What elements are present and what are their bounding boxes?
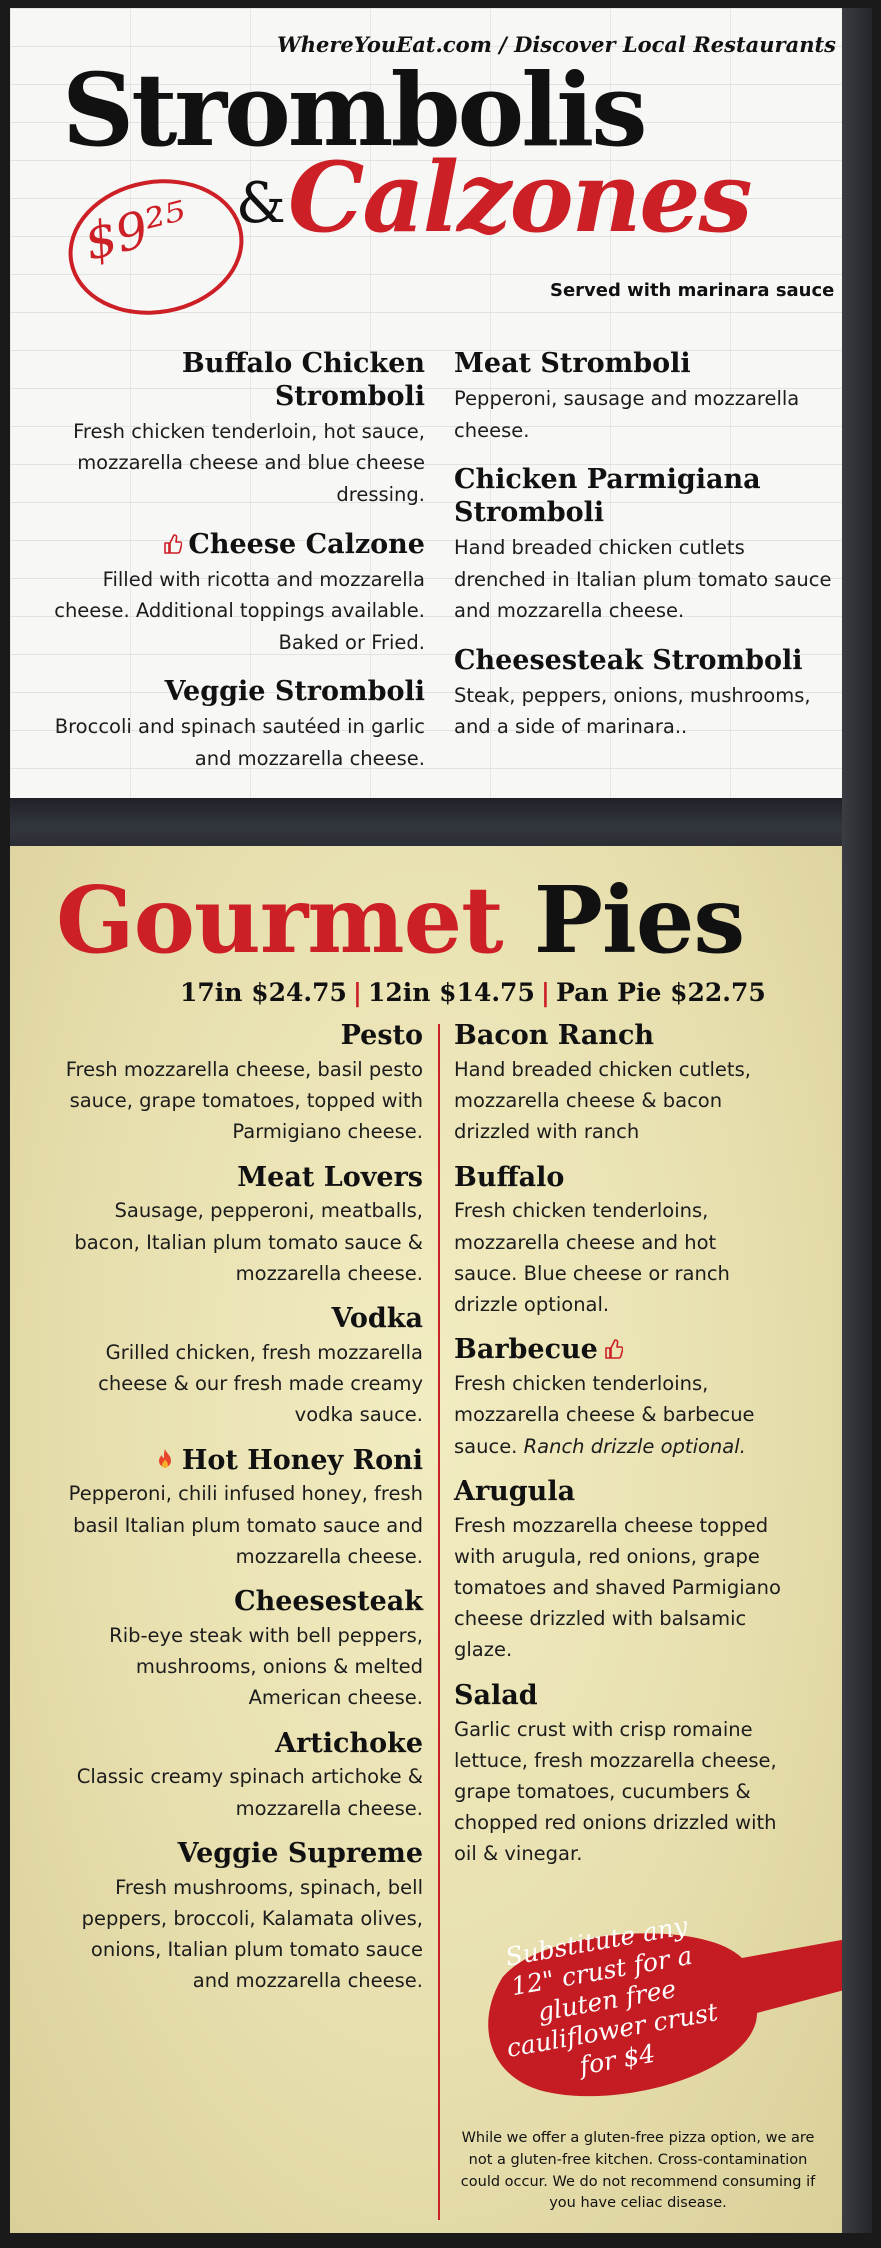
item-description: Rib-eye steak with bell peppers, mushrooms, onions & melted American cheese. (109, 1623, 423, 1710)
item-name: Cheesesteak Stromboli (454, 644, 803, 676)
calzones-title: Calzones (288, 141, 751, 254)
menu-item (58, 1838, 423, 1997)
gluten-free-offer: Substitute any 12" crust for a gluten free cauliflower crust for $4 (503, 1911, 720, 2081)
gluten-free-disclaimer: While we offer a gluten-free pizza option, we are not a gluten-free kitchen. Cross-contamination could occur. We do not recommend consuming if you have celiac disease. (460, 2130, 816, 2212)
item-name: Buffalo (454, 1161, 565, 1193)
item-description-main: Fresh chicken tenderloins, mozzarella cheese & barbecue sauce. (454, 1372, 755, 1458)
menu-item (58, 1728, 423, 1824)
item-name: Bacon Ranch (454, 1020, 655, 1051)
item-name-with-icon (40, 529, 425, 562)
size-separator: | (540, 978, 550, 1007)
menu-item (40, 529, 425, 659)
item-description: Garlic crust with crisp romaine lettuce, fresh mozzarella cheese, grape tomatoes, cucumbers & chopped red onions drizzled with oil & vinegar. (454, 1717, 777, 1866)
item-description: Broccoli and spinach sautéed in garlic and mozzarella cheese. (54, 715, 425, 770)
menu-item (40, 348, 425, 511)
item-description: Fresh chicken tenderloins, mozzarella cheese and hot sauce. Blue cheese or ranch drizzle optional. (454, 1199, 730, 1316)
item-description: Pepperoni, sausage and mozzarella cheese. (454, 386, 800, 442)
item-name: Veggie Supreme (177, 1837, 423, 1869)
item-description-optional: Ranch drizzle optional. (523, 1434, 746, 1458)
size-price: $24.75 (251, 978, 347, 1007)
item-name: Salad (454, 1679, 538, 1711)
stromboli-right-column (454, 348, 842, 761)
item-name: Meat Lovers (237, 1161, 423, 1193)
item-name-with-icon (58, 1445, 423, 1478)
item-name: Chicken Parmigiana Stromboli (454, 464, 761, 529)
menu-item (58, 1303, 423, 1431)
thumbs-up-icon (603, 1338, 623, 1360)
menu-page (10, 8, 842, 2233)
thumbs-up-icon (162, 533, 182, 555)
item-name: Hot Honey Roni (181, 1444, 423, 1476)
menu-item (454, 1162, 784, 1321)
menu-item (454, 1334, 784, 1462)
item-description: Fresh mozzarella cheese topped with arugula, red onions, grape tomatoes and shaved Parmigiano cheese drizzled with balsamic glaze. (454, 1513, 781, 1662)
menu-item (58, 1445, 423, 1573)
menu-item (454, 1476, 784, 1666)
item-name-with-icon (454, 1334, 784, 1367)
item-description: Hand breaded chicken cutlets, mozzarella cheese & bacon drizzled with ranch (454, 1057, 751, 1144)
size-separator: | (352, 978, 362, 1007)
item-description: Sausage, pepperoni, meatballs, bacon, Italian plum tomato sauce & mozzarella cheese. (74, 1199, 423, 1285)
item-name: Cheesesteak (234, 1586, 423, 1617)
item-description: Fresh mozzarella cheese, basil pesto sauce, grape tomatoes, topped with Parmigiano cheese. (65, 1057, 423, 1144)
pies-left-column (58, 1020, 423, 2011)
watermark: WhereYouEat.com / Discover Local Restaurants (277, 32, 836, 57)
size-label: 17in (180, 978, 243, 1007)
item-description: Fresh chicken tenderloin, hot sauce, mozzarella cheese and blue cheese dressing. (73, 419, 425, 507)
size-label: Pan Pie (555, 978, 662, 1007)
item-name: Barbecue (454, 1334, 598, 1366)
column-divider-line (438, 1024, 440, 2220)
item-name: Cheese Calzone (188, 528, 425, 560)
size-label: 12in (367, 978, 431, 1007)
menu-item (454, 1680, 784, 1870)
item-description: Filled with ricotta and mozzarella cheese. Additional toppings available. Baked or Fried. (54, 567, 425, 654)
stromboli-left-column (40, 348, 425, 792)
menu-item (454, 645, 842, 743)
item-name: Veggie Stromboli (164, 676, 425, 708)
size-price: $22.75 (670, 978, 766, 1007)
item-description: Grilled chicken, fresh mozzarella cheese & our fresh made creamy vodka sauce. (98, 1340, 423, 1427)
pies-word: Pies (533, 866, 745, 974)
item-description: Classic creamy spinach artichoke & mozzarella cheese. (76, 1765, 423, 1820)
item-description: Fresh mushrooms, spinach, bell peppers, broccoli, Kalamata olives, onions, Italian plum tomato sauce and mozzarella cheese. (81, 1875, 423, 1993)
ampersand: & (236, 171, 286, 236)
strombolis-title: Strombolis (62, 51, 645, 169)
fire-icon (154, 1448, 176, 1472)
pie-size-prices (180, 978, 766, 1007)
item-name: Buffalo Chicken Stromboli (181, 348, 425, 412)
gourmet-pies-title (56, 866, 745, 974)
item-description: Pepperoni, chili infused honey, fresh basil Italian plum tomato sauce and mozzarella cheese. (68, 1482, 423, 1568)
item-name: Arugula (454, 1475, 576, 1507)
menu-edge (842, 8, 872, 2233)
item-name: Vodka (331, 1303, 423, 1334)
menu-item (40, 676, 425, 774)
section-divider (10, 798, 842, 846)
item-name: Meat Stromboli (454, 348, 691, 379)
menu-item (454, 1020, 784, 1148)
menu-item (58, 1586, 423, 1714)
item-description (454, 1368, 784, 1462)
menu-item (58, 1020, 423, 1148)
pies-right-column (454, 1020, 784, 1883)
menu-item (454, 348, 842, 446)
menu-item (58, 1162, 423, 1290)
item-name: Artichoke (275, 1727, 423, 1759)
size-price: $14.75 (439, 978, 535, 1007)
stromboli-price: $9²⁵ (78, 190, 194, 272)
served-with-note: Served with marinara sauce (550, 280, 835, 301)
item-name: Pesto (340, 1020, 423, 1051)
gourmet-word: Gourmet (56, 866, 503, 974)
item-description: Steak, peppers, onions, mushrooms, and a side of marinara.. (454, 683, 811, 739)
menu-item (454, 464, 842, 627)
item-description: Hand breaded chicken cutlets drenched in Italian plum tomato sauce and mozzarella cheese. (454, 535, 832, 623)
